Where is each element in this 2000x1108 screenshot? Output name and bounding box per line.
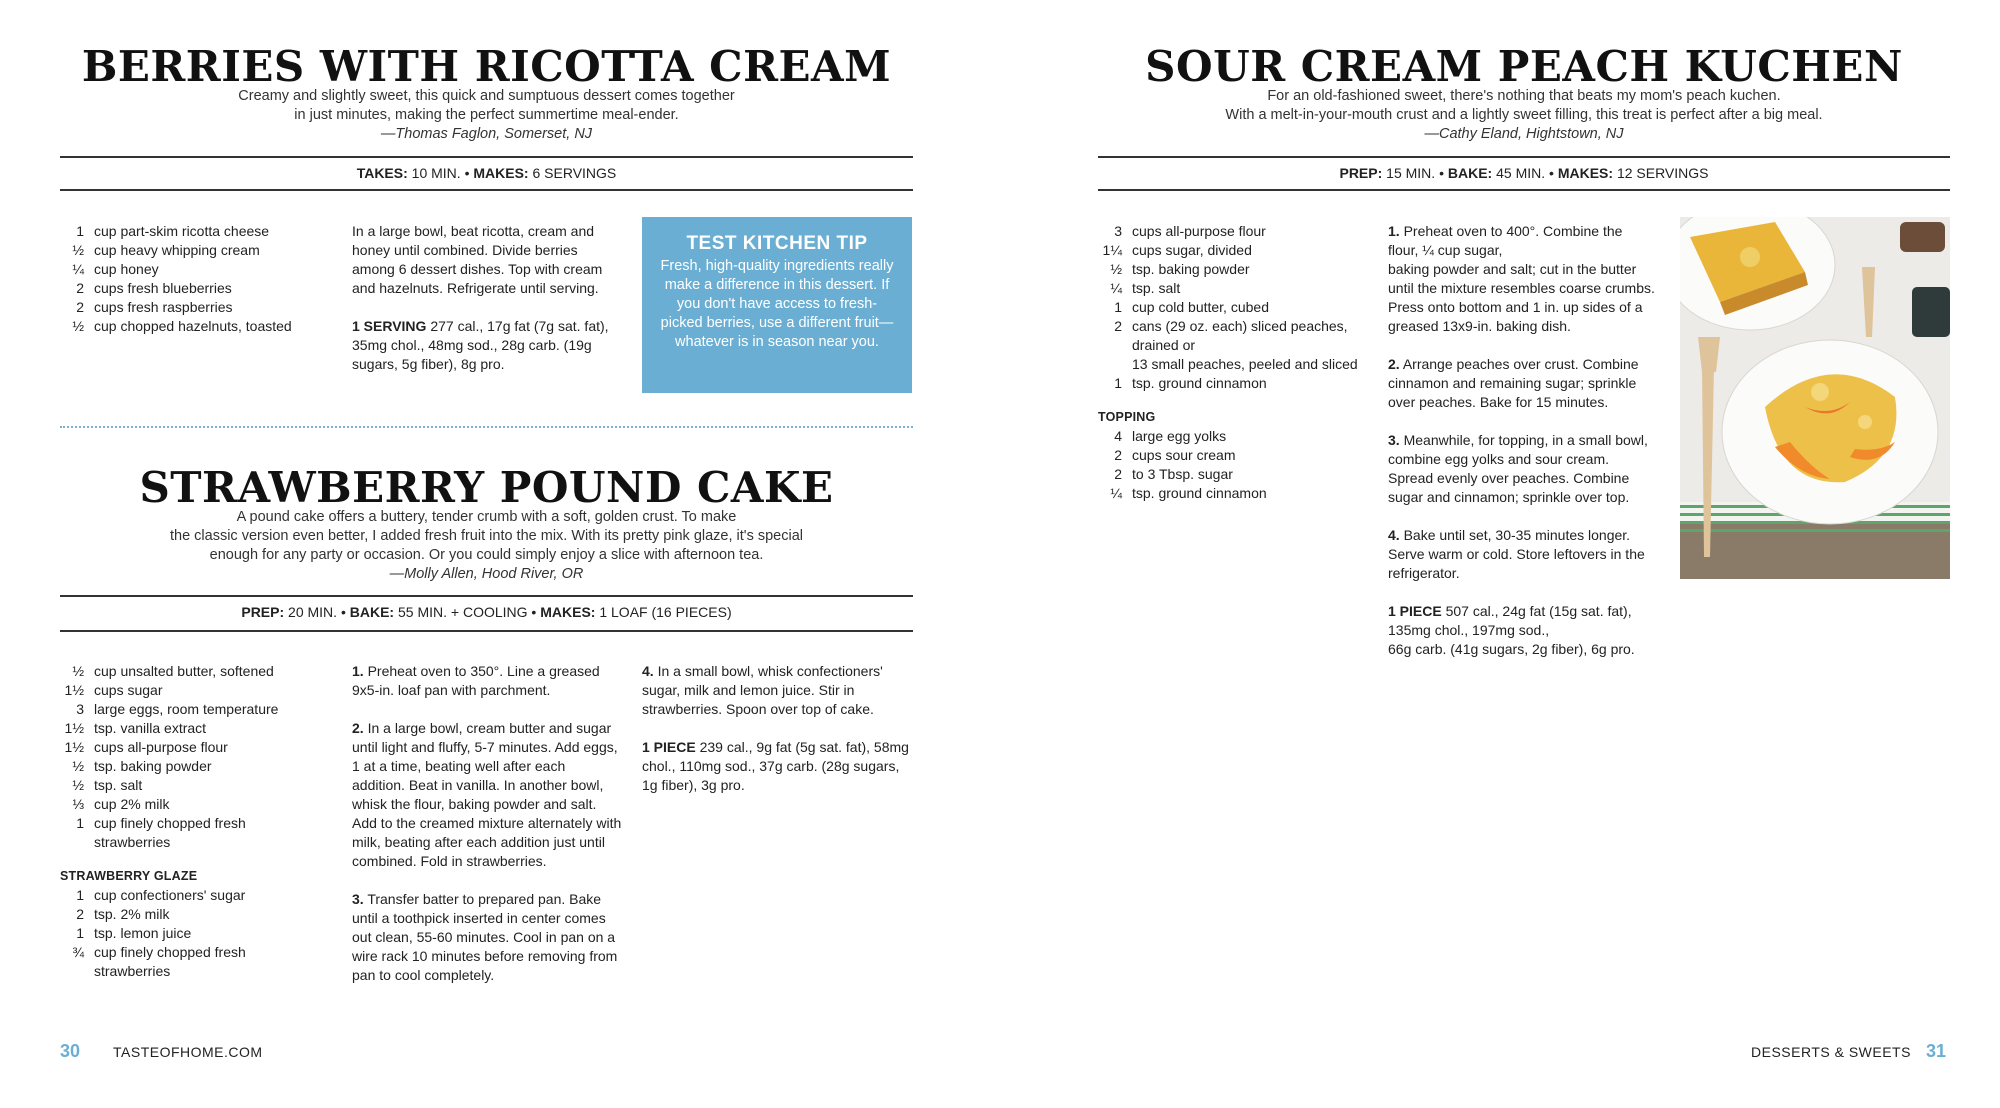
nutrition-text: 135mg chol., 197mg sod., — [1388, 622, 1550, 638]
prep-value: 15 MIN. — [1386, 165, 1436, 181]
step — [352, 662, 622, 700]
poundcake-intro-line: enough for any party or occasion. Or you could simply enjoy a slice with afternoon tea. — [209, 547, 764, 563]
ingredient-row — [60, 222, 320, 241]
directions-text: In a large bowl, beat ricotta, cream and honey until combined. Divide berries among 6 dessert dishes. Top with cream and hazelnuts. Refrigerate until serving. — [352, 223, 603, 296]
divider — [60, 595, 913, 597]
ingredient-row — [60, 279, 320, 298]
ingredient-row — [1098, 241, 1368, 260]
ingredient-quantity: ½ — [72, 777, 84, 793]
nutrition — [352, 317, 622, 374]
kuchen-title: SOUR CREAM PEACH KUCHEN — [1145, 42, 1903, 91]
step-number: 3. — [352, 891, 364, 907]
nutrition — [1388, 602, 1658, 659]
kuchen-intro-line: For an old-fashioned sweet, there's nothing that beats my mom's peach kuchen. — [1267, 88, 1781, 104]
ingredient-text: cups all-purpose flour — [94, 739, 228, 755]
ingredient-text: cup confectioners' sugar — [94, 887, 246, 903]
ingredient-quantity: 1 — [1114, 299, 1122, 315]
takes-value: 10 MIN. — [411, 165, 461, 181]
ingredient-quantity: ½ — [1110, 261, 1122, 277]
ingredient-row — [60, 700, 320, 719]
step-text: In a large bowl, cream butter and sugar until light and fluffy, 5-7 minutes. Add eggs, 1 at a time, beating well after each addition. Beat in vanilla. In another bowl, whisk the flour, baking powder and salt. Add to the creamed mixture alternately with milk, beating after each addition just until combined. Fold in strawberries. — [352, 720, 622, 869]
ingredient-row — [60, 776, 320, 795]
ingredient-text: tsp. lemon juice — [94, 925, 192, 941]
berries-meta — [60, 164, 913, 182]
ingredient-row — [1098, 317, 1368, 355]
prep-label: PREP: — [1339, 165, 1383, 181]
ingredient-row — [60, 719, 320, 738]
divider — [60, 156, 913, 158]
nutrition-label: 1 SERVING — [352, 318, 427, 334]
topping-heading: TOPPING — [1098, 410, 1156, 424]
divider — [1098, 156, 1950, 158]
step-number: 2. — [352, 720, 364, 736]
makes-label: MAKES: — [473, 165, 529, 181]
ingredient-row — [60, 886, 320, 905]
ingredient-quantity: ⅓ — [72, 796, 84, 812]
step-number: 3. — [1388, 432, 1400, 448]
poundcake-intro-line: the classic version even better, I added fresh fruit into the mix. With its pretty pink glaze, it's special — [169, 528, 803, 544]
ingredient-text: tsp. vanilla extract — [94, 720, 207, 736]
test-kitchen-tip — [642, 217, 912, 393]
kuchen-ingredients — [1098, 222, 1368, 503]
nutrition-text: 239 cal., 9g fat (5g sat. fat), 58mg chol., 110mg sod., 37g carb. (28g sugars, 1g fiber), 3g pro. — [642, 739, 909, 793]
ingredient-quantity: 3 — [76, 701, 84, 717]
tip-text: Fresh, high-quality ingredients really make a difference in this dessert. If you don't have access to fresh-picked berries, use a different fruit—whatever is in season near you. — [660, 258, 894, 350]
nutrition-text: 507 cal., 24g fat (15g sat. fat), — [1445, 603, 1632, 619]
glaze-list — [60, 886, 320, 981]
meta-sep: • — [337, 604, 350, 620]
ingredient-text: cup 2% milk — [94, 796, 170, 812]
ingredient-quantity: ¾ — [72, 944, 84, 960]
berries-ingredients — [60, 222, 320, 336]
berries-intro-line: in just minutes, making the perfect summertime meal-ender. — [294, 107, 679, 123]
nutrition-text: 66g carb. (41g sugars, 2g fiber), 6g pro. — [1388, 641, 1635, 657]
step-text: Meanwhile, for topping, in a small bowl, combine egg yolks and sour cream. Spread evenly over peaches. Combine sugar and cinnamon; sprinkle over top. — [1388, 432, 1648, 505]
divider — [60, 189, 913, 191]
ingredient-list — [1098, 222, 1368, 393]
step-number: 2. — [1388, 356, 1400, 372]
ingredient-quantity: 1 — [76, 815, 84, 831]
step — [1388, 431, 1658, 507]
ingredient-row — [60, 241, 320, 260]
prep-label: PREP: — [241, 604, 285, 620]
ingredient-text: tsp. 2% milk — [94, 906, 170, 922]
prep-value: 20 MIN. — [288, 604, 338, 620]
ingredient-text: cups sugar — [94, 682, 163, 698]
ingredient-text: to 3 Tbsp. sugar — [1132, 466, 1233, 482]
page-number-left: 30 — [60, 1041, 81, 1061]
meta-sep: • — [527, 604, 541, 620]
ingredient-quantity: ¼ — [1110, 485, 1122, 501]
ingredient-text: cups fresh blueberries — [94, 280, 232, 296]
poundcake-ingredients — [60, 662, 320, 981]
ingredient-text: cup finely chopped fresh strawberries — [94, 944, 246, 979]
ingredient-quantity: ½ — [72, 242, 84, 258]
ingredient-row — [60, 260, 320, 279]
step-number: 4. — [1388, 527, 1400, 543]
berries-intro-line: Creamy and slightly sweet, this quick and sumptuous dessert comes together — [238, 88, 735, 104]
berries-title: BERRIES WITH RICOTTA CREAM — [81, 42, 892, 91]
ingredient-text: cups all-purpose flour — [1132, 223, 1266, 239]
footer-site: TASTEOFHOME.COM — [113, 1044, 263, 1060]
ingredient-text: cup chopped hazelnuts, toasted — [94, 318, 292, 334]
meta-sep: • — [1435, 165, 1448, 181]
ingredient-quantity: ½ — [72, 663, 84, 679]
ingredient-text: large eggs, room temperature — [94, 701, 279, 717]
tip-heading: TEST KITCHEN TIP — [686, 233, 868, 254]
kuchen-byline: —Cathy Eland, Hightstown, NJ — [1424, 126, 1624, 142]
ingredient-quantity: 2 — [76, 906, 84, 922]
bake-label: BAKE: — [349, 604, 395, 620]
poundcake-byline: —Molly Allen, Hood River, OR — [389, 566, 584, 582]
ingredient-quantity: 1 — [76, 887, 84, 903]
ingredient-text: cups fresh raspberries — [94, 299, 233, 315]
ingredient-quantity: 4 — [1114, 428, 1122, 444]
divider — [60, 630, 913, 632]
ingredient-text: cup honey — [94, 261, 159, 277]
kuchen-intro-line: With a melt-in-your-mouth crust and a lightly sweet filling, this treat is perfect after a big meal. — [1225, 107, 1823, 123]
ingredient-quantity: ½ — [72, 318, 84, 334]
nutrition-label: 1 PIECE — [1388, 603, 1442, 619]
ingredient-row — [1098, 279, 1368, 298]
ingredient-text: cup part-skim ricotta cheese — [94, 223, 270, 239]
ingredient-quantity: 2 — [1114, 466, 1122, 482]
step-number: 4. — [642, 663, 654, 679]
ingredient-quantity: ½ — [72, 758, 84, 774]
ingredient-text: large egg yolks — [1132, 428, 1227, 444]
meta-sep: • — [460, 165, 474, 181]
ingredient-quantity: 1 — [76, 925, 84, 941]
makes-value: 12 SERVINGS — [1616, 165, 1709, 181]
ingredient-row — [1098, 465, 1368, 484]
ingredient-text: cup heavy whipping cream — [94, 242, 260, 258]
step-number: 1. — [352, 663, 364, 679]
kuchen-photo-illustration — [1680, 217, 1950, 579]
ingredient-text: tsp. baking powder — [1132, 261, 1250, 277]
ingredient-row — [60, 298, 320, 317]
ingredient-text: tsp. ground cinnamon — [1132, 485, 1267, 501]
step — [1388, 222, 1658, 336]
berries-directions — [352, 222, 622, 393]
nutrition-text: 277 cal., 17g fat (7g sat. fat), 35mg chol., 48mg sod., 28g carb. (19g sugars, 5g fiber), 8g pro. — [352, 318, 609, 372]
kuchen-steps — [1388, 222, 1658, 678]
step-text: Transfer batter to prepared pan. Bake until a toothpick inserted in center comes out clean, 55-60 minutes. Cool in pan on a wire rack 10 minutes before removing from pan to cool completely. — [352, 891, 618, 983]
bake-label: BAKE: — [1447, 165, 1493, 181]
topping-list — [1098, 427, 1368, 503]
ingredient-quantity: 2 — [1114, 318, 1122, 334]
footer-section: DESSERTS & SWEETS — [1751, 1044, 1911, 1060]
ingredient-quantity: 1½ — [64, 682, 84, 698]
bake-value: 55 MIN. + COOLING — [397, 604, 528, 620]
ingredient-list — [60, 662, 320, 852]
ingredient-text: cup unsalted butter, softened — [94, 663, 274, 679]
kuchen-photo — [1680, 217, 1950, 579]
ingredient-text: cans (29 oz. each) sliced peaches, drained or — [1132, 318, 1348, 353]
nutrition — [642, 738, 912, 795]
step-text: Preheat oven to 400°. Combine the — [1403, 223, 1623, 239]
ingredient-row — [1098, 446, 1368, 465]
ingredient-row — [60, 681, 320, 700]
ingredient-row — [60, 662, 320, 681]
ingredient-quantity: 2 — [76, 280, 84, 296]
ingredient-quantity: 3 — [1114, 223, 1122, 239]
ingredient-row — [60, 795, 320, 814]
ingredient-text: cup finely chopped fresh strawberries — [94, 815, 246, 850]
kuchen-intro — [1098, 87, 1950, 144]
nutrition-label: 1 PIECE — [642, 739, 696, 755]
poundcake-steps-col2 — [642, 662, 912, 814]
ingredient-row — [1098, 260, 1368, 279]
makes-label: MAKES: — [1557, 165, 1614, 181]
berries-byline: —Thomas Faglon, Somerset, NJ — [380, 126, 593, 142]
section-divider — [60, 426, 913, 428]
step — [1388, 526, 1658, 583]
ingredient-row — [60, 905, 320, 924]
step-text: Arrange peaches over crust. Combine cinnamon and remaining sugar; sprinkle over peaches. Bake for 15 minutes. — [1388, 356, 1639, 410]
ingredient-row — [1098, 355, 1368, 374]
ingredient-row — [1098, 222, 1368, 241]
ingredient-text: tsp. ground cinnamon — [1132, 375, 1267, 391]
poundcake-steps-col1 — [352, 662, 622, 1004]
makes-label: MAKES: — [540, 604, 596, 620]
ingredient-row — [60, 814, 320, 852]
ingredient-text: tsp. baking powder — [94, 758, 212, 774]
page-number-right: 31 — [1926, 1041, 1947, 1061]
ingredient-text: tsp. salt — [94, 777, 143, 793]
ingredient-row — [60, 943, 320, 981]
step-number: 1. — [1388, 223, 1400, 239]
berries-intro — [60, 87, 913, 144]
ingredient-row — [1098, 427, 1368, 446]
poundcake-intro-line: A pound cake offers a buttery, tender crumb with a soft, golden crust. To make — [236, 509, 737, 525]
poundcake-title: STRAWBERRY POUND CAKE — [139, 463, 834, 512]
kuchen-meta — [1098, 164, 1950, 182]
ingredient-quantity — [1098, 355, 1132, 374]
ingredient-row — [1098, 374, 1368, 393]
ingredient-quantity: 1 — [1114, 375, 1122, 391]
ingredient-text: cups sour cream — [1132, 447, 1236, 463]
ingredient-row — [60, 924, 320, 943]
ingredient-row — [60, 757, 320, 776]
bake-value: 45 MIN. — [1496, 165, 1546, 181]
step — [352, 890, 622, 985]
takes-label: TAKES: — [356, 165, 408, 181]
step-text: Bake until set, 30-35 minutes longer. Serve warm or cold. Store leftovers in the refrigerator. — [1388, 527, 1645, 581]
ingredient-text: 13 small peaches, peeled and sliced — [1132, 356, 1358, 372]
step — [352, 719, 622, 871]
step — [1388, 355, 1658, 412]
ingredient-row — [60, 317, 320, 336]
ingredient-quantity: 1 — [76, 223, 84, 239]
ingredient-text: cup cold butter, cubed — [1132, 299, 1269, 315]
poundcake-intro — [60, 508, 913, 584]
ingredient-quantity: 2 — [76, 299, 84, 315]
step-text: In a small bowl, whisk confectioners' sugar, milk and lemon juice. Stir in strawberries. Spoon over top of cake. — [642, 663, 883, 717]
glaze-heading: STRAWBERRY GLAZE — [60, 869, 198, 883]
ingredient-quantity: 2 — [1114, 447, 1122, 463]
ingredient-quantity: 1½ — [64, 720, 84, 736]
ingredient-quantity: ¼ — [1110, 280, 1122, 296]
ingredient-text: cups sugar, divided — [1132, 242, 1252, 258]
step-text: baking powder and salt; cut in the butter until the mixture resembles coarse crumbs. Press onto bottom and 1 in. up sides of a greased 13x9-in. baking dish. — [1388, 261, 1655, 334]
poundcake-meta — [60, 603, 913, 621]
step-text: Preheat oven to 350°. Line a greased 9x5-in. loaf pan with parchment. — [352, 663, 600, 698]
ingredient-quantity: 1¼ — [1102, 242, 1122, 258]
ingredient-text: tsp. salt — [1132, 280, 1181, 296]
divider — [1098, 189, 1950, 191]
step-text: flour, ¼ cup sugar, — [1388, 242, 1503, 258]
makes-value: 6 SERVINGS — [532, 165, 617, 181]
ingredient-row — [60, 738, 320, 757]
meta-sep: • — [1545, 165, 1558, 181]
ingredient-row — [1098, 484, 1368, 503]
ingredient-row — [1098, 298, 1368, 317]
step — [642, 662, 912, 719]
makes-value: 1 LOAF (16 PIECES) — [599, 604, 732, 620]
ingredient-quantity: 1½ — [64, 739, 84, 755]
ingredient-quantity: ¼ — [72, 261, 84, 277]
